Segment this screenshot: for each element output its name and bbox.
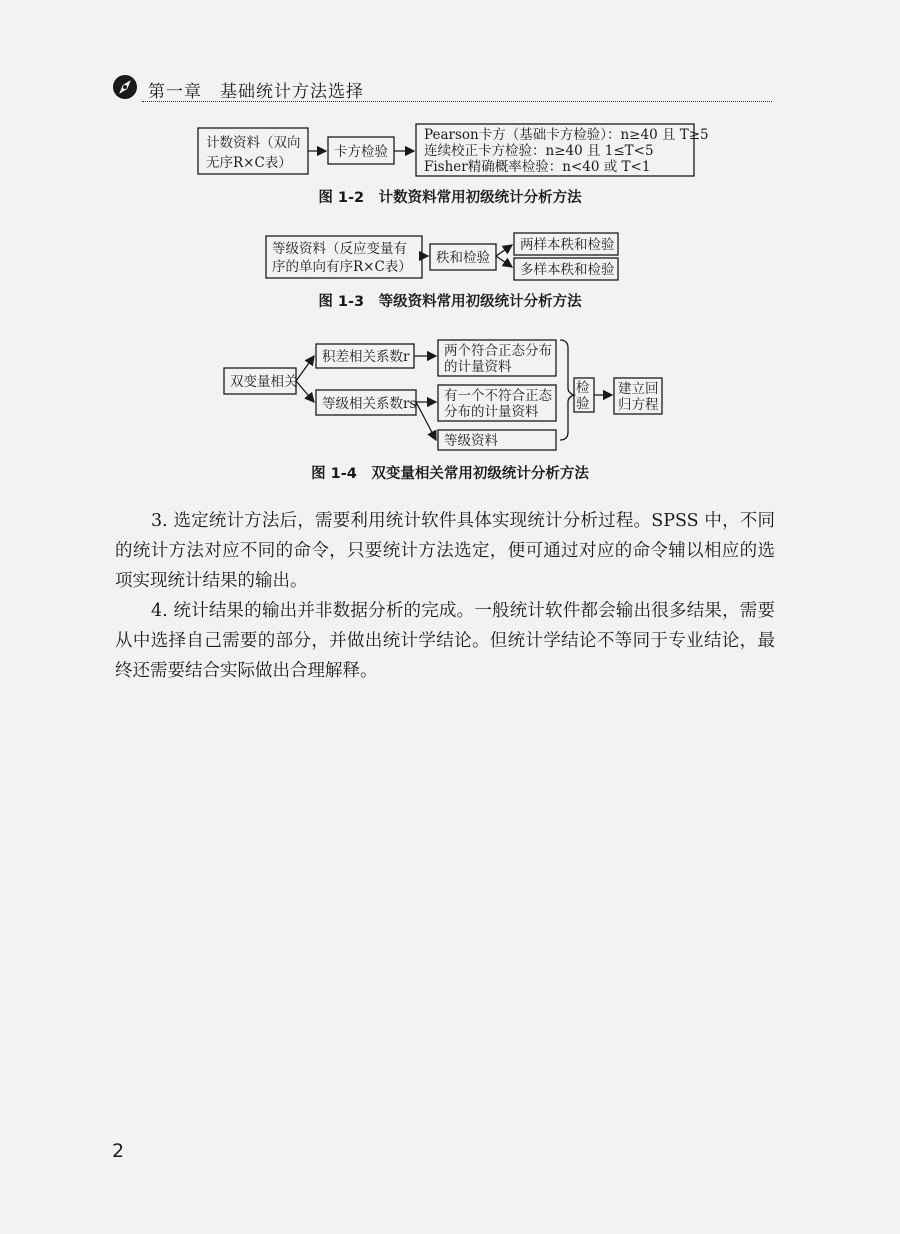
paragraph-4: 4. 统计结果的输出并非数据分析的完成。一般统计软件都会输出很多结果，需要从中选择自己需要的部分，并做出统计学结论。但统计学结论不等同于专业结论，最终还需要结合实际做出合理解释。 [115,601,775,681]
figure-1-3-caption: 图 1-3 等级资料常用初级统计分析方法 [318,294,582,310]
brace [560,340,574,440]
count-data-label-2: 无序R×C表） [206,155,292,171]
page-number: 2 [112,1140,125,1162]
regression-label-2: 归方程 [618,397,659,413]
non-normal-data-label-1: 有一个不符合正态 [444,388,552,404]
fisher-rule: Fisher精确概率检验：n<40 或 T<1 [424,159,651,175]
bivariate-label: 双变量相关 [230,374,298,390]
two-sample-label: 两样本秩和检验 [520,237,615,253]
figure-1-2 [198,124,709,176]
figure-1-3 [266,233,618,280]
arrow [496,245,512,256]
regression-label-1: 建立回 [618,381,659,397]
arrow [416,402,436,440]
figure-1-4-caption: 图 1-4 双变量相关常用初级统计分析方法 [311,466,589,482]
figure-1-2-caption: 图 1-2 计数资料常用初级统计分析方法 [318,190,582,206]
count-data-label-1: 计数资料（双向 [206,135,301,151]
spearman-coef-label: 等级相关系数rs [322,396,417,412]
figures-canvas [0,0,900,480]
non-normal-data-label-2: 分布的计量资料 [444,404,539,420]
ordinal-data-label-1: 等级资料（反应变量有 [272,241,407,257]
multi-sample-label: 多样本秩和检验 [520,262,615,278]
arrow [296,356,314,381]
test-label-2: 验 [576,396,590,412]
ordinal-data-label-2: 序的单向有序R×C表） [272,259,412,275]
test-label-1: 检 [576,380,590,396]
normal-data-label-1: 两个符合正态分布 [444,343,552,359]
rank-sum-label: 秩和检验 [436,250,490,266]
arrow [496,256,512,267]
chapter-title: 第一章 基础统计方法选择 [148,82,364,102]
arrow [296,381,314,402]
figure-1-4 [224,340,662,450]
paragraph-3: 3. 选定统计方法后，需要利用统计软件具体实现统计分析过程。SPSS 中，不同的统计方法对应不同的命令，只要统计方法选定，便可通过对应的命令辅以相应的选项实现统计结果的输出。 [115,511,775,591]
chi-square-label: 卡方检验 [334,144,388,160]
normal-data-label-2: 的计量资料 [444,359,512,375]
ordinal-data-label: 等级资料 [444,433,498,449]
continuity-rule: 连续校正卡方检验：n≥40 且 1≤T<5 [424,143,654,159]
pearson-rule: Pearson卡方（基础卡方检验）：n≥40 且 T≥5 [424,127,709,143]
pearson-coef-label: 积差相关系数r [322,349,410,365]
